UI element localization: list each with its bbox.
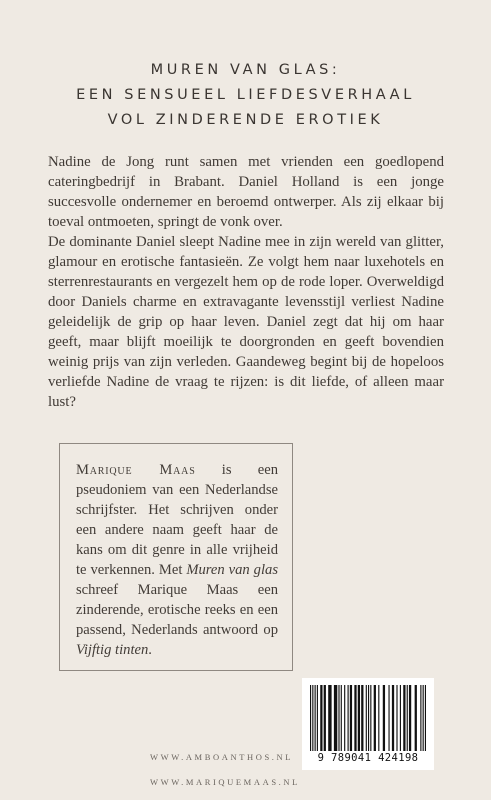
barcode-bar [315, 685, 316, 751]
barcode-bar [361, 685, 363, 751]
back-cover-headline [40, 58, 451, 133]
reference-title: Vijftig tinten [76, 642, 149, 658]
isbn-barcode [302, 678, 434, 770]
barcode-bar [392, 685, 394, 751]
barcode-bar [348, 685, 349, 751]
websites [150, 745, 310, 795]
barcode-bar [423, 685, 424, 751]
author-bio-text-a: is een pseudoniem van een Nederlandse schrijfster. Het schrijven onder een andere naam geeft haar de kans om dit genre in alle vrijheid te verkennen. Met [76, 462, 278, 578]
author-name: Marique Maas [76, 462, 196, 478]
author-bio-box [59, 443, 293, 671]
barcode-bar [407, 685, 408, 751]
blurb-paragraph-1: Nadine de Jong runt samen met vrienden een goedlopend cateringbedrijf in Brabant. Daniel Holland is een jonge succesvolle ondernemer en beroemd ontwerper. Als zij elkaar bij toeval ontmoeten, springt de vonk over. [48, 154, 444, 230]
website-publisher: WWW.AMBOANTHOS.NL [150, 752, 294, 762]
barcode-bar [420, 685, 421, 751]
barcode-bar [310, 685, 311, 751]
barcode-bar [338, 685, 339, 751]
barcode-bar [403, 685, 405, 751]
barcode-bar [317, 685, 318, 751]
headline-line-2: EEN SENSUEEL LIEFDESVERHAAL [76, 87, 415, 103]
barcode-bar [368, 685, 369, 751]
barcode-bar [312, 685, 313, 751]
barcode-bars [310, 685, 426, 751]
barcode-bar [320, 685, 322, 751]
isbn-digits: 9 789041 424198 [317, 752, 419, 764]
book-title: Muren van glas [186, 562, 278, 578]
barcode-bar [341, 685, 342, 751]
barcode-bar [400, 685, 401, 751]
barcode-bar [324, 685, 326, 751]
barcode-bar [396, 685, 397, 751]
barcode-bar [415, 685, 417, 751]
barcode-bar [344, 685, 345, 751]
author-bio-text-b: schreef Marique Maas een zinderende, erotische reeks en een passend, Nederlands antwoord op [76, 582, 278, 638]
barcode-bar [370, 685, 371, 751]
barcode-bar [354, 685, 356, 751]
barcode-bar [328, 685, 331, 751]
website-author: WWW.MARIQUEMAAS.NL [150, 777, 300, 787]
blurb-text [48, 152, 444, 412]
barcode-bar [409, 685, 411, 751]
headline-line-3: VOL ZINDERENDE EROTIEK [107, 112, 384, 128]
barcode-bar [425, 685, 426, 751]
barcode-bar [366, 685, 367, 751]
blurb-paragraph-2: De dominante Daniel sleept Nadine mee in zijn wereld van glitter, glamour en erotische fantasieën. Ze volgt hem naar luxehotels en sterrenrestaurants en vergezelt hem op de rode loper. Overweldigd door Daniels charme en extravagante levensstijl verliest Nadine geleidelijk de grip op haar leven. Daniel zegt dat hij om haar geeft, maar blijft moeilijk te doorgronden en geeft bovendien weinig prijs van zijn verleden. Gaandeweg begint bij de hopeloos verliefde Nadine de vraag te rijzen: is dit liefde, of alleen maar lust? [48, 234, 444, 410]
barcode-bar [383, 685, 385, 751]
barcode-bar [350, 685, 352, 751]
author-bio-text-c: . [148, 642, 152, 658]
barcode-bar [358, 685, 360, 751]
headline-line-1: MUREN VAN GLAS: [150, 62, 341, 78]
barcode-bar [374, 685, 376, 751]
barcode-bar [378, 685, 379, 751]
barcode-bar [388, 685, 389, 751]
barcode-bar [334, 685, 337, 751]
